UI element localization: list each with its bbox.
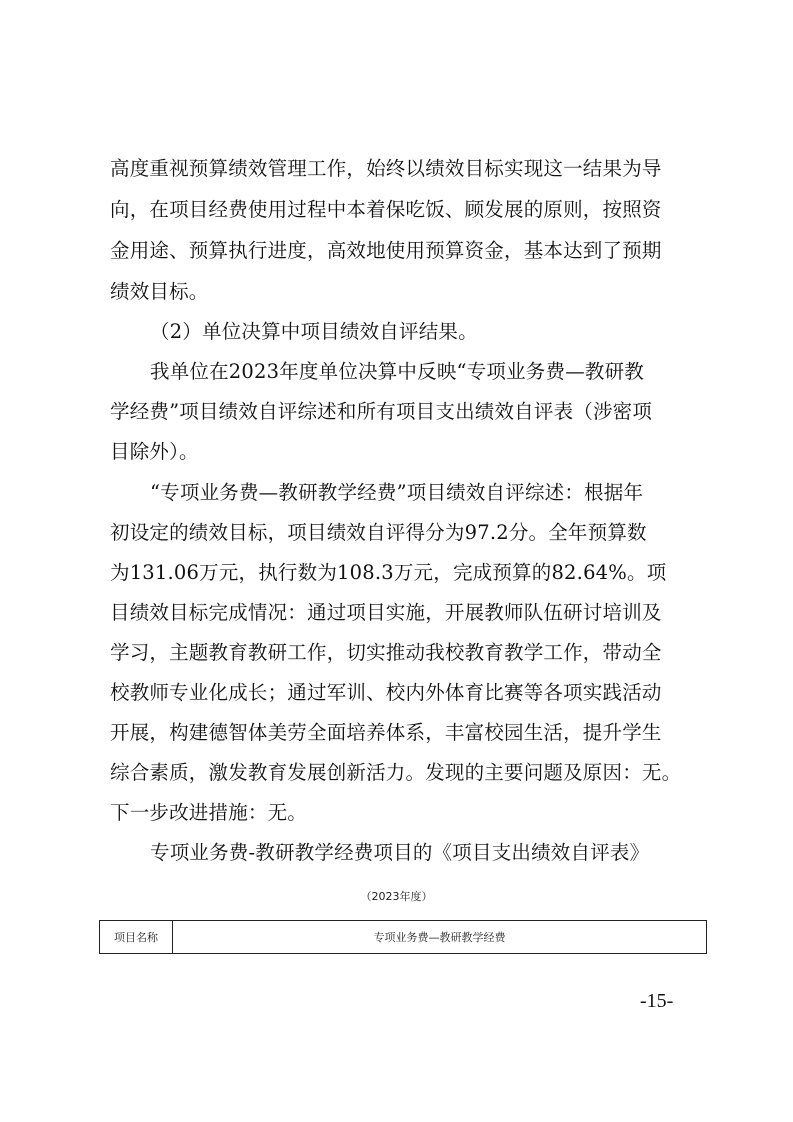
project-name-value: 专项业务费—教研教学经费 — [373, 931, 506, 944]
paragraph-4-line-5: 学习，主题教育教研工作，切实推动我校教育教学工作，带动全 — [110, 641, 662, 664]
paragraph-4-line-3: 为131.06万元，执行数为108.3万元，完成预算的82.64%。项 — [110, 561, 667, 584]
paragraph-4-line-8: 综合素质，激发教育发展创新活力。发现的主要问题及原因：无。 — [110, 761, 682, 784]
paragraph-3-line-1: 我单位在2023年度单位决算中反映“专项业务费—教研教 — [150, 360, 644, 383]
paragraph-3-line-3: 目除外）。 — [110, 440, 199, 463]
project-form-table — [99, 920, 707, 954]
form-year-caption: （2023年度） — [360, 890, 433, 903]
project-name-label: 项目名称 — [100, 921, 173, 953]
paragraph-5-line-1: 专项业务费-教研教学经费项目的《项目支出绩效自评表》 — [150, 841, 650, 864]
paragraph-4-line-4: 目绩效目标完成情况：通过项目实施，开展教师队伍研讨培训及 — [110, 601, 662, 624]
paragraph-2-line-1: （2）单位决算中项目绩效自评结果。 — [150, 320, 478, 343]
paragraph-1-line-4: 绩效目标。 — [110, 280, 209, 303]
paragraph-4-line-7: 开展，构建德智体美劳全面培养体系，丰富校园生活，提升学生 — [110, 721, 662, 744]
paragraph-4-line-6: 校教师专业化成长；通过军训、校内外体育比赛等各项实践活动 — [110, 681, 662, 704]
paragraph-1-line-3: 金用途、预算执行进度，高效地使用预算资金，基本达到了预期 — [110, 239, 662, 262]
paragraph-4-line-2: 初设定的绩效目标，项目绩效自评得分为97.2分。全年预算数 — [110, 521, 647, 544]
paragraph-1-line-2: 向，在项目经费使用过程中本着保吃饭、顾发展的原则，按照资 — [110, 198, 662, 221]
paragraph-3-line-2: 学经费”项目绩效自评综述和所有项目支出绩效自评表（涉密项 — [110, 400, 653, 423]
page-number: -15- — [640, 990, 674, 1012]
paragraph-1-line-1: 高度重视预算绩效管理工作，始终以绩效目标实现这一结果为导 — [110, 157, 662, 180]
paragraph-4-line-1: “专项业务费—教研教学经费”项目绩效自评综述：根据年 — [150, 481, 644, 504]
paragraph-4-line-9: 下一步改进措施：无。 — [110, 801, 308, 824]
